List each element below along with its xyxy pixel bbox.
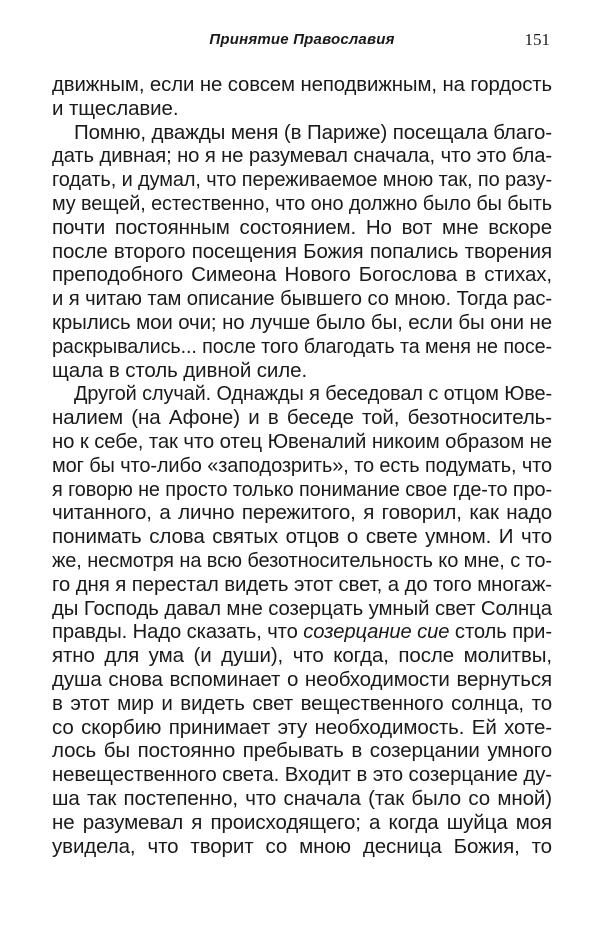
text-line: щала в столь дивной силе. [52, 358, 308, 382]
text-segment: правды. Надо сказать, что [52, 620, 304, 644]
running-header [52, 29, 552, 51]
text-line: годать, и думал, что переживаемое мною так, по разу- [52, 168, 552, 192]
text-line: крылись мои очи; но лучше было бы, если бы они не [52, 310, 552, 334]
text-line: после второго посещения Божия попались творения [52, 239, 552, 263]
text-line: налием (на Афоне) и в беседе той, безотноситель- [52, 406, 552, 430]
text-line: почти постоянным состоянием. Но вот мне вскоре [52, 215, 552, 239]
text-line: раскрывались... после того благодать та меня не посе- [52, 334, 552, 358]
text-line: и тщеславие. [52, 96, 179, 120]
text-line: го дня я перестал видеть этот свет, а до того многаж- [52, 572, 552, 596]
text-line: ды Господь давал мне созерцать умный свет Солнца [52, 596, 552, 620]
italic-emphasis: созерцание сие [303, 620, 450, 644]
paragraph-start-line: Другой случай. Однажды я беседовал с отцом Юве- [74, 382, 552, 406]
text-line: лось бы постоянно пребывать в созерцании умного [52, 739, 552, 763]
text-line: движным, если не совсем неподвижным, на гордость [52, 73, 552, 96]
text-line: му вещей, естественно, что оно должно было бы быть [52, 191, 552, 215]
chapter-title: Принятие Православия [209, 31, 395, 48]
text-line: ятно для ума (и души), что когда, после молитвы, [52, 644, 552, 668]
text-line: невещественного света. Входит в это созерцание ду- [52, 763, 552, 787]
paragraph-start-line: Помню, дважды меня (в Париже) посещала благо- [74, 120, 552, 144]
body-text [52, 73, 552, 858]
text-line: и я читаю там описание бывшего со мною. Тогда рас- [52, 287, 552, 311]
text-line: я говорю не просто только понимание свое где-то про- [52, 477, 552, 501]
text-line: читанного, а лично пережитого, я говорил, как надо [52, 501, 552, 525]
text-line: дать дивная; но я не разумевал сначала, что это бла- [52, 144, 552, 168]
text-line: увидела, что творит со мною десница Божия, то [52, 834, 552, 858]
text-line: в этот мир и видеть свет вещественного солнца, то [52, 691, 552, 715]
page-number: 151 [524, 30, 550, 49]
text-line-with-emphasis [52, 620, 552, 644]
text-line: душа снова вспоминает о необходимости вернуться [52, 667, 552, 691]
text-line: понимать слова святых отцов о свете умном. И что [52, 525, 552, 549]
text-segment: столь при- [449, 620, 552, 644]
text-line: ша так постепенно, что сначала (так было со мной) [52, 786, 552, 810]
text-line: со скорбию принимает эту необходимость. Ей хоте- [52, 715, 552, 739]
text-line: не разумевал я происходящего; а когда шуйца моя [52, 810, 552, 834]
text-line: мог бы что-либо «заподозрить», то есть подумать, что [52, 453, 552, 477]
text-line: но к себе, так что отец Ювеналий никоим образом не [52, 429, 552, 453]
text-line: преподобного Симеона Нового Богослова в стихах, [52, 263, 552, 287]
text-line: же, несмотря на всю безотносительность ко мне, с то- [52, 548, 552, 572]
